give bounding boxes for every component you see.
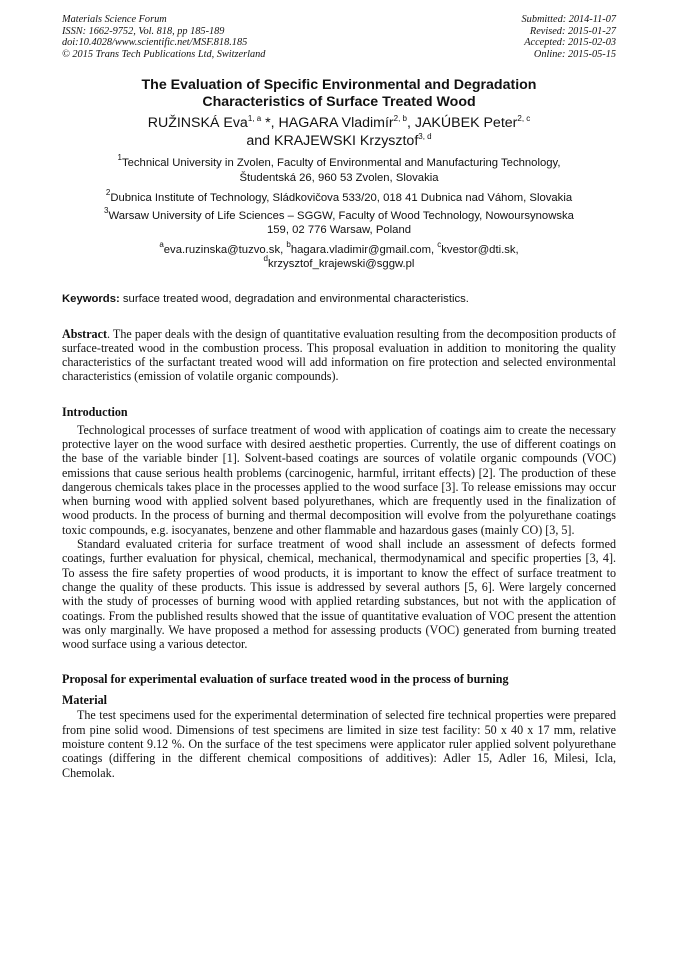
email-c-sup: c: [437, 239, 442, 249]
publication-dates: [522, 14, 616, 60]
affiliation-2-line-1: Dubnica Institute of Technology, Sládkovičova 533/20, 018 41 Dubnica nad Váhom, Slovakia: [110, 192, 573, 204]
abstract-label: Abstract: [62, 326, 108, 341]
affiliation-3-sup: 3: [104, 205, 109, 215]
author-4: KRAJEWSKI Krzysztof: [274, 133, 419, 149]
email-d-sup: d: [263, 253, 268, 263]
email-d: krzysztof_krajewski@sggw.pl: [268, 257, 415, 270]
introduction-paragraph-2: Standard evaluated criteria for surface treatment of wood shall include an assessment of defects formed coatings, further evaluation for physical, chemical, mechanical, thermodynamical and specific properties [3, 4]. To assess the fire safety properties of wood products, it is important to know the effect of surface treatment to change the quality of these products. This issue is addressed by several authors [5, 6]. Were largely concerned with the study of processes of burning wood with applied retarding substances, but not with the application of coatings. From the published results showed that the issue of quantitative evaluation of VOC present the attention was only marginally. We have proposed a method for assessing products (VOC) generated from burning treated wood surface using a various detector.: [62, 537, 616, 652]
affiliation-1-line-2: Študentská 26, 960 53 Zvolen, Slovakia: [239, 171, 439, 184]
author-2: HAGARA Vladimír: [278, 115, 394, 131]
author-3-sup: 2, c: [517, 114, 531, 123]
author-line-2: [62, 132, 616, 150]
author-and: and: [246, 133, 274, 149]
author-separator: ,: [406, 115, 415, 131]
journal-doi: doi:10.4028/www.scientific.net/MSF.818.185: [62, 37, 248, 48]
affiliation-3: [62, 205, 616, 238]
author-4-sup: 3, d: [418, 132, 432, 141]
proposal-heading: Proposal for experimental evaluation of surface treated wood in the process of burning: [62, 672, 509, 687]
date-online: Online: 2015-05-15: [533, 48, 616, 60]
email-b-sup: b: [286, 239, 291, 249]
journal-header: [62, 14, 616, 60]
author-1-sup: 1, a: [247, 114, 262, 123]
abstract-text: . The paper deals with the design of quantitative evaluation resulting from the decomposition products of surface-treated wood in the combustion process. This proposal evaluation in addition to monitoring the quality characteristics of the surfactant treated wood will add information on fire protection and selected environmental characteristics (emission of volatile organic compounds).: [62, 326, 616, 384]
corresponding-mark: *,: [261, 115, 279, 131]
author-1: RUŽINSKÁ Eva: [147, 115, 248, 131]
journal-copyright: © 2015 Trans Tech Publications Ltd, Switzerland: [62, 48, 266, 60]
email-c: kvestor@dti.sk,: [441, 243, 519, 256]
paper-page: [62, 14, 616, 780]
affiliation-2: [62, 188, 616, 206]
material-paragraph: The test specimens used for the experimental determination of selected fire technical properties were prepared from pine solid wood. Dimensions of test specimens are limited in size test facility: 50 x 40 x 17 mm, relative moisture content 9.12 %. On the surface of the test specimens were applicator ruler applied solvent polyurethane coatings (differing in the different chemical compositions of additives): Adler 15, Adler 16, Milesi, Icla, Chemolak.: [62, 708, 616, 780]
date-accepted: Accepted: 2015-02-03: [524, 37, 616, 48]
journal-name: Materials Science Forum: [62, 14, 167, 25]
keywords-text: surface treated wood, degradation and environmental characteristics.: [119, 292, 469, 305]
journal-info: [62, 14, 265, 60]
email-a-sup: a: [159, 239, 164, 249]
journal-issn: ISSN: 1662-9752, Vol. 818, pp 185-189: [62, 25, 225, 37]
keywords-label: Keywords:: [62, 292, 120, 305]
material-heading: Material: [62, 693, 107, 708]
affiliation-1-line-1: Technical University in Zvolen, Faculty of Environmental and Manufacturing Technology,: [121, 157, 561, 169]
title-line-1: The Evaluation of Specific Environmental and Degradation: [141, 77, 537, 93]
author-list: [62, 114, 616, 150]
abstract: [62, 327, 616, 384]
keywords: [62, 292, 616, 306]
date-revised: Revised: 2015-01-27: [529, 25, 616, 37]
affiliation-2-sup: 2: [105, 188, 111, 197]
author-line-1: [62, 114, 616, 132]
email-b: hagara.vladimir@gmail.com,: [290, 243, 438, 256]
affiliation-3-line-1: Warsaw University of Life Sciences – SGGW, Faculty of Wood Technology, Nowoursynowska: [108, 209, 574, 222]
author-2-sup: 2, b: [393, 114, 407, 123]
author-emails: [62, 239, 616, 271]
affiliation-1: [62, 153, 616, 185]
paper-title: [62, 77, 616, 111]
author-3: JAKÚBEK Peter: [414, 115, 518, 131]
email-a: eva.ruzinska@tuzvo.sk,: [163, 243, 287, 256]
affiliation-1-sup: 1: [117, 153, 122, 162]
date-submitted: Submitted: 2014-11-07: [521, 14, 616, 25]
title-line-2: Characteristics of Surface Treated Wood: [202, 94, 476, 110]
introduction-heading: Introduction: [62, 404, 128, 419]
introduction-paragraph-1: Technological processes of surface treatment of wood with application of coatings aim to create the necessary protective layer on the wood surface with desired aesthetic properties. Currently, the use of different coatings on the base of the variable binder [1]. Solvent-based coatings are sources of volatile organic compounds (VOC) emissions that cause serious health problems (carcinogenic, harmful, irritant effects) [2]. The production of these dangerous chemicals takes place in the processes applied to the wood surface [3]. To release emissions may occur when burning wood with applied solvent based polyurethanes, which are frequently used in the finalization of wood products. In the process of burning and thermal decomposition will evolve from the polyurethane coatings toxic compounds, e.g. isocyanates, benzene and other flammable and hazardous gases (mainly CO) [3, 5].: [62, 422, 616, 537]
affiliation-3-line-2: 159, 02 776 Warsaw, Poland: [266, 224, 412, 236]
